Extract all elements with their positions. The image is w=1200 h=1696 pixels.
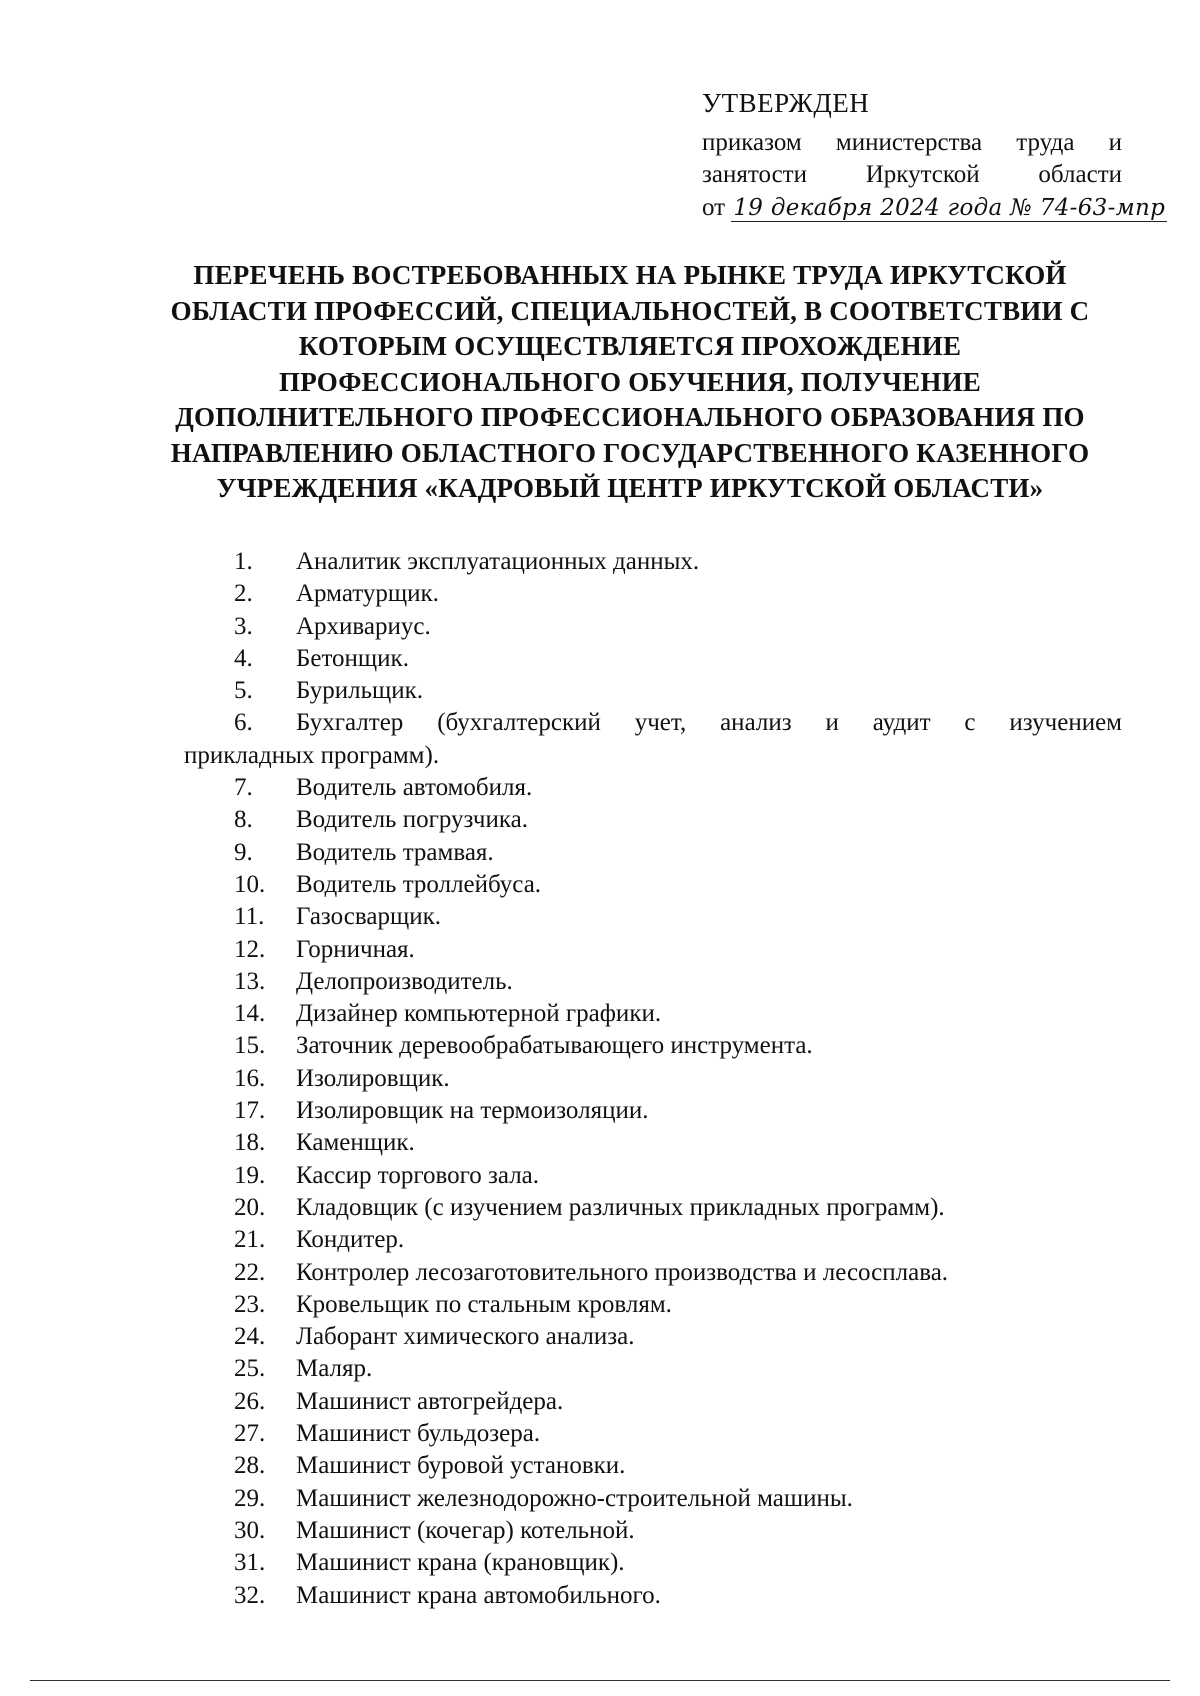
list-item-text: Заточник деревообрабатывающего инструмента. — [296, 1032, 813, 1060]
list-item-text: Делопроизводитель. — [296, 967, 513, 995]
list-item — [186, 1192, 1122, 1224]
date-prefix: от — [702, 194, 726, 221]
list-item-number: 15. — [234, 1032, 266, 1060]
list-item-text: Маляр. — [296, 1355, 373, 1383]
document-title: ПЕРЕЧЕНЬ ВОСТРЕБОВАННЫХ НА РЫНКЕ ТРУДА ИРКУТСКОЙ ОБЛАСТИ ПРОФЕССИЙ, СПЕЦИАЛЬНОСТЕЙ, В СООТВЕТСТВИИ С КОТОРЫМ ОСУЩЕСТВЛЯЕТСЯ ПРОХОЖДЕНИЕ ПРОФЕССИОНАЛЬНОГО ОБУЧЕНИЯ, ПОЛУЧЕНИЕ ДОПОЛНИТЕЛЬНОГО ПРОФЕССИОНАЛЬНОГО ОБРАЗОВАНИЯ ПО НАПРАВЛЕНИЮ ОБЛАСТНОГО ГОСУДАРСТВЕННОГО КАЗЕННОГО УЧРЕЖДЕНИЯ «КАДРОВЫЙ ЦЕНТР ИРКУТСКОЙ ОБЛАСТИ» — [170, 260, 1090, 503]
list-item-text: Машинист крана автомобильного. — [296, 1581, 661, 1609]
list-item — [186, 1353, 1122, 1385]
list-item-number: 11. — [234, 903, 265, 931]
list-item-number: 10. — [234, 870, 266, 898]
list-item — [186, 675, 1122, 707]
list-item-number: 9. — [234, 838, 253, 866]
list-item-number: 25. — [234, 1355, 266, 1383]
list-item-number: 27. — [234, 1420, 266, 1448]
list-item-number: 23. — [234, 1290, 266, 1318]
list-item-number: 6. — [234, 709, 253, 737]
list-item-text: Бурильщик. — [296, 677, 424, 705]
list-item-text: Кровельщик по стальным кровлям. — [296, 1290, 672, 1318]
list-item-number: 8. — [234, 806, 253, 834]
list-item-number: 17. — [234, 1097, 266, 1125]
list-item — [186, 1127, 1122, 1159]
list-item-text: Бухгалтер (бухгалтерский учет, анализ и аудит с изучением — [296, 709, 1122, 737]
list-item-text: Лаборант химического анализа. — [296, 1323, 635, 1351]
list-item-number: 1. — [234, 548, 253, 575]
list-item-text: Газосварщик. — [296, 903, 441, 931]
list-item-text: Архивариус. — [296, 612, 431, 640]
profession-list — [186, 546, 1122, 1612]
list-item-number: 21. — [234, 1226, 266, 1254]
list-item — [186, 707, 1122, 772]
list-item-number: 28. — [234, 1452, 266, 1480]
approval-date-line — [702, 191, 1166, 225]
approval-block — [702, 88, 1166, 225]
list-item-number: 26. — [234, 1387, 266, 1415]
list-item — [186, 804, 1122, 836]
list-item-number: 24. — [234, 1323, 266, 1351]
list-item-number: 20. — [234, 1193, 266, 1221]
list-item — [186, 546, 1122, 578]
list-item-number: 31. — [234, 1549, 266, 1577]
list-item — [186, 643, 1122, 675]
list-item-text: Машинист автогрейдера. — [296, 1387, 564, 1415]
list-item — [186, 934, 1122, 966]
list-item-number: 29. — [234, 1484, 266, 1512]
list-item — [186, 966, 1122, 998]
list-item-continuation: прикладных программ). — [184, 741, 440, 769]
list-item — [186, 611, 1122, 643]
list-item-text: Бетонщик. — [296, 644, 409, 672]
list-item — [186, 1515, 1122, 1547]
list-item-text: Аналитик эксплуатационных данных. — [296, 548, 700, 575]
list-item-text: Машинист железнодорожно-строительной машины. — [296, 1484, 853, 1512]
list-item-text: Изолировщик. — [296, 1064, 450, 1092]
page-bottom-rule — [30, 1680, 1170, 1681]
approval-line-2: занятости Иркутской области — [702, 161, 1122, 188]
list-item — [186, 901, 1122, 933]
list-item-number: 2. — [234, 580, 253, 608]
list-item-text: Кладовщик (с изучением различных прикладных программ). — [296, 1193, 945, 1221]
list-item-number: 22. — [234, 1258, 266, 1286]
approval-line-1: приказом министерства труда и — [702, 129, 1122, 156]
list-item — [186, 1257, 1122, 1289]
list-item-number: 3. — [234, 612, 253, 640]
list-item-number: 14. — [234, 1000, 266, 1028]
list-item-text: Машинист крана (крановщик). — [296, 1549, 625, 1577]
list-item — [186, 1063, 1122, 1095]
list-item-number: 13. — [234, 967, 266, 995]
list-item-text: Кондитер. — [296, 1226, 405, 1254]
list-item — [186, 1321, 1122, 1353]
list-item-number: 4. — [234, 644, 253, 672]
list-item — [186, 869, 1122, 901]
list-item-text: Машинист буровой установки. — [296, 1452, 626, 1480]
list-item — [186, 837, 1122, 869]
list-item-number: 5. — [234, 677, 253, 705]
list-item-text: Водитель погрузчика. — [296, 806, 528, 834]
list-item — [186, 1483, 1122, 1515]
list-item — [186, 1547, 1122, 1579]
list-item — [186, 578, 1122, 610]
list-item-text: Машинист бульдозера. — [296, 1420, 541, 1448]
list-item-number: 19. — [234, 1161, 266, 1189]
list-item-text: Водитель троллейбуса. — [296, 870, 542, 898]
list-item — [186, 1386, 1122, 1418]
handwritten-date: 19 декабря 2024 года № 74-63-мпр — [733, 195, 1166, 221]
list-item-number: 32. — [234, 1581, 266, 1609]
list-item-text: Машинист (кочегар) котельной. — [296, 1516, 635, 1544]
list-item-text: Каменщик. — [296, 1129, 415, 1157]
list-item — [186, 1418, 1122, 1450]
list-item-number: 12. — [234, 935, 266, 963]
list-item-number: 18. — [234, 1129, 266, 1157]
list-item-text: Водитель автомобиля. — [296, 774, 533, 802]
list-item-number: 7. — [234, 774, 253, 802]
list-item — [186, 998, 1122, 1030]
list-item-text: Водитель трамвая. — [296, 838, 494, 866]
list-item — [186, 1224, 1122, 1256]
list-item — [186, 1095, 1122, 1127]
list-item-number: 30. — [234, 1516, 266, 1544]
list-item-text: Контролер лесозаготовительного производства и лесосплава. — [296, 1258, 949, 1286]
list-item — [186, 1450, 1122, 1482]
list-item-text: Арматурщик. — [296, 580, 439, 608]
list-item — [186, 1030, 1122, 1062]
list-item-number: 16. — [234, 1064, 266, 1092]
list-item — [186, 772, 1122, 804]
list-item — [186, 1289, 1122, 1321]
list-item-text: Кассир торгового зала. — [296, 1161, 540, 1189]
list-item — [186, 1160, 1122, 1192]
list-item — [186, 1580, 1122, 1612]
approval-heading: УТВЕРЖДЕН — [702, 88, 870, 118]
list-item-text: Дизайнер компьютерной графики. — [296, 1000, 662, 1028]
list-item-text: Горничная. — [296, 935, 415, 963]
list-item-text: Изолировщик на термоизоляции. — [296, 1097, 649, 1125]
